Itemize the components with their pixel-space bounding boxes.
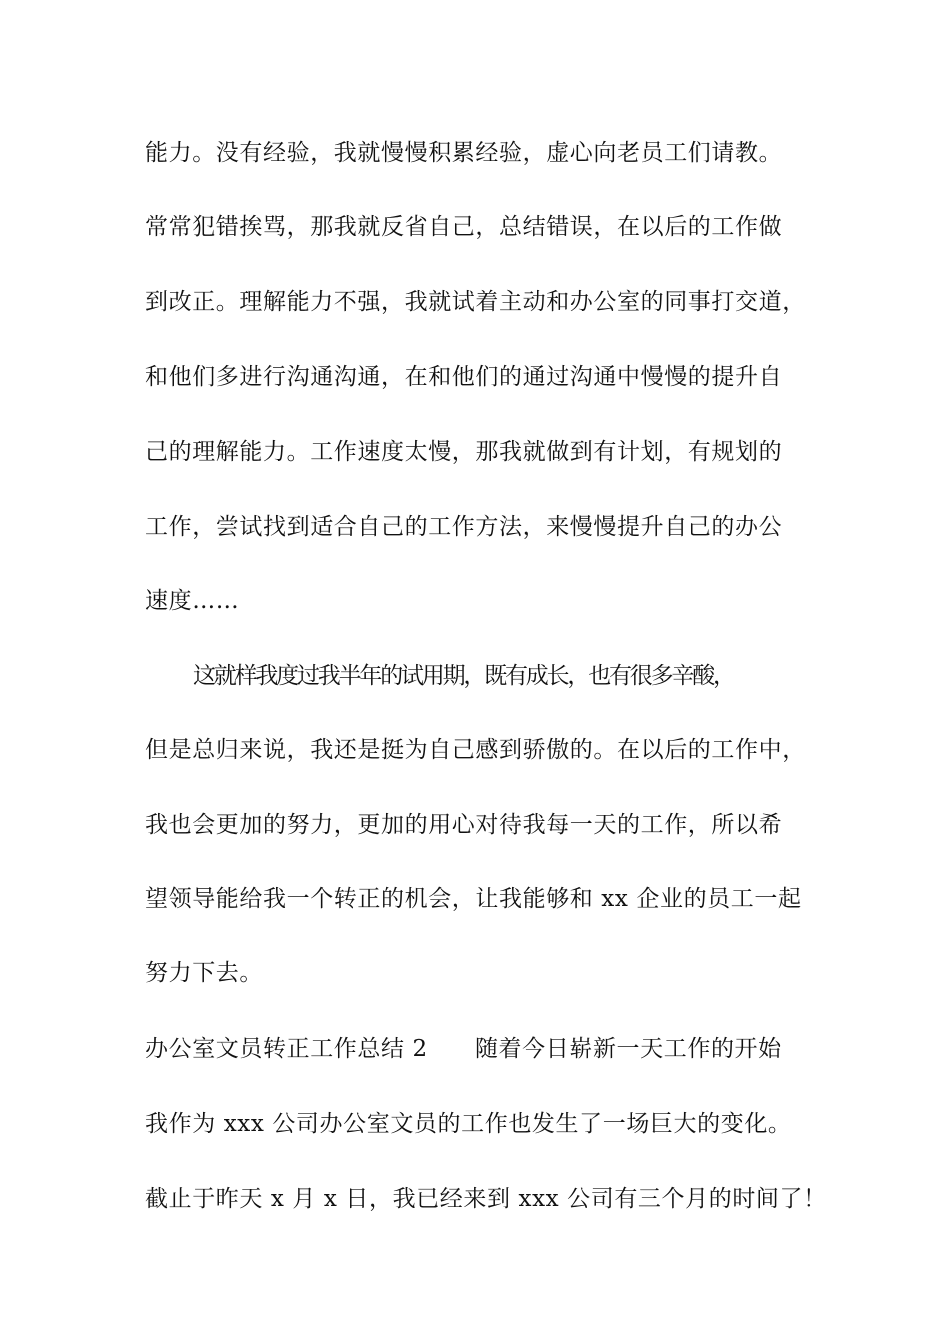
text-line: 速度…… bbox=[145, 588, 240, 614]
paragraph-first-line: 这就样我度过我半年的试用期，既有成长，也有很多辛酸， bbox=[193, 663, 734, 689]
text-line: 到改正。理解能力不强，我就试着主动和办公室的同事打交道， bbox=[145, 289, 806, 315]
text-line: 但是总归来说，我还是挺为自己感到骄傲的。在以后的工作中， bbox=[145, 737, 806, 763]
text-line: 努力下去。 bbox=[145, 960, 263, 986]
text-line: 工作，尝试找到适合自己的工作方法，来慢慢提升自己的办公 bbox=[145, 514, 783, 540]
text-line: 和他们多进行沟通沟通，在和他们的通过沟通中慢慢的提升自 bbox=[145, 364, 783, 390]
text-line: 我作为 xxx 公司办公室文员的工作也发生了一场巨大的变化。 bbox=[145, 1111, 792, 1137]
text-line: 己的理解能力。工作速度太慢，那我就做到有计划，有规划的 bbox=[145, 439, 783, 465]
text-line: 能力。没有经验，我就慢慢积累经验，虚心向老员工们请教。 bbox=[145, 140, 783, 166]
text-line: 望领导能给我一个转正的机会，让我能够和 xx 企业的员工一起 bbox=[145, 886, 802, 912]
section-heading-line: 办公室文员转正工作总结 2 随着今日崭新一天工作的开始 bbox=[145, 1036, 782, 1062]
text-line: 常常犯错挨骂，那我就反省自己，总结错误，在以后的工作做 bbox=[145, 214, 783, 240]
text-line: 截止于昨天 x 月 x 日，我已经来到 xxx 公司有三个月的时间了！ bbox=[145, 1186, 827, 1212]
text-line: 我也会更加的努力，更加的用心对待我每一天的工作，所以希 bbox=[145, 812, 783, 838]
